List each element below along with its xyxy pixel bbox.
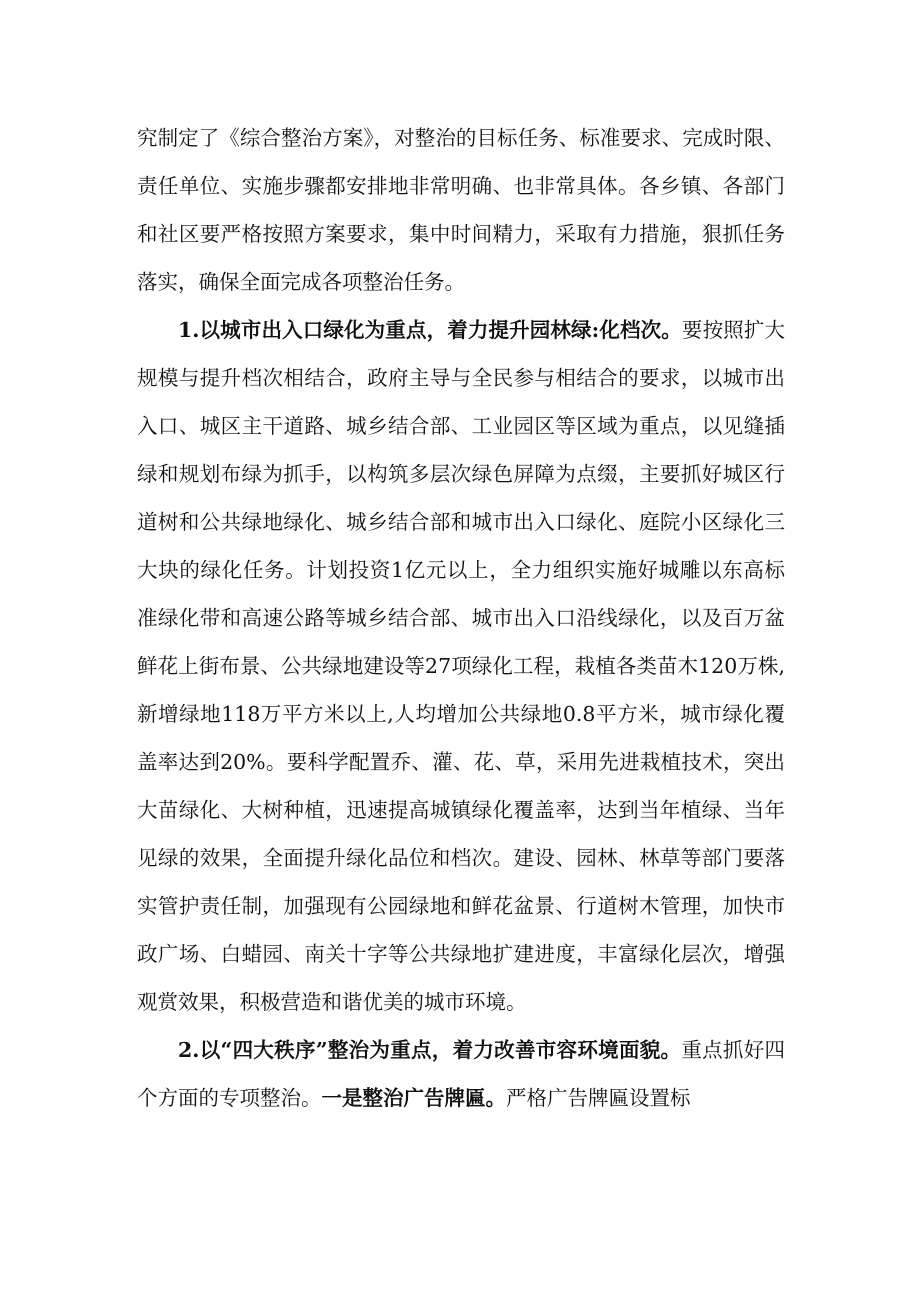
paragraph-continuation: 究制定了《综合整治方案》，对整治的目标任务、标准要求、完成时限、责任单位、实施步骤都安排地非常明确、也非常具体。各乡镇、各部门和社区要严格按照方案要求，集中时间精力，采取有力措施，狠抓任务落实，确保全面完成各项整治任务。 [137,126,785,294]
sub-heading-advertising: 一是整治广告牌匾。 [321,1086,506,1110]
section-heading-order: 2.以“四大秩序”整治为重点，着力改善市容环境面貌。 [178,1038,682,1062]
paragraph-greening-body: 要按照扩大规模与提升档次相结合，政府主导与全民参与相结合的要求，以城市出入口、城区主干道路、城乡结合部、工业园区等区域为重点，以见缝插绿和规划布绿为抓手，以构筑多层次绿色屏障为点缀，主要抓好城区行道树和公共绿地绿化、城乡结合部和城市出入口绿化、庭院小区绿化三大块的绿化任务。计划投资1亿元以上，全力组织实施好城雕以东高标准绿化带和高速公路等城乡结合部、城市出入口沿线绿化，以及百万盆鲜花上街布景、公共绿地建设等27项绿化工程，栽植各类苗木120万株,新增绿地118万平方米以上,人均增加公共绿地0.8平方米，城市绿化覆盖率达到20%。要科学配置乔、灌、花、草，采用先进栽植技术，突出大苗绿化、大树种植，迅速提高城镇绿化覆盖率，达到当年植绿、当年见绿的效果，全面提升绿化品位和档次。建设、园林、林草等部门要落实管护责任制，加强现有公园绿地和鲜花盆景、行道树木管理，加快市政广场、白蜡园、南关十字等公共绿地扩建进度，丰富绿化层次，增强观赏效果，积极营造和谐优美的城市环境。 [137,318,786,1014]
paragraph-greening [137,306,785,1026]
section-heading-greening: 1.以城市出入口绿化为重点，着力提升园林绿:化档次。 [178,318,682,342]
paragraph-order [137,1026,785,1122]
document-page [137,114,785,1122]
paragraph-order-body-b: 严格广告牌匾设置标 [506,1086,691,1110]
paragraph-order-body-a: 重点抓好四个方面的专项整治。 [137,1038,786,1110]
